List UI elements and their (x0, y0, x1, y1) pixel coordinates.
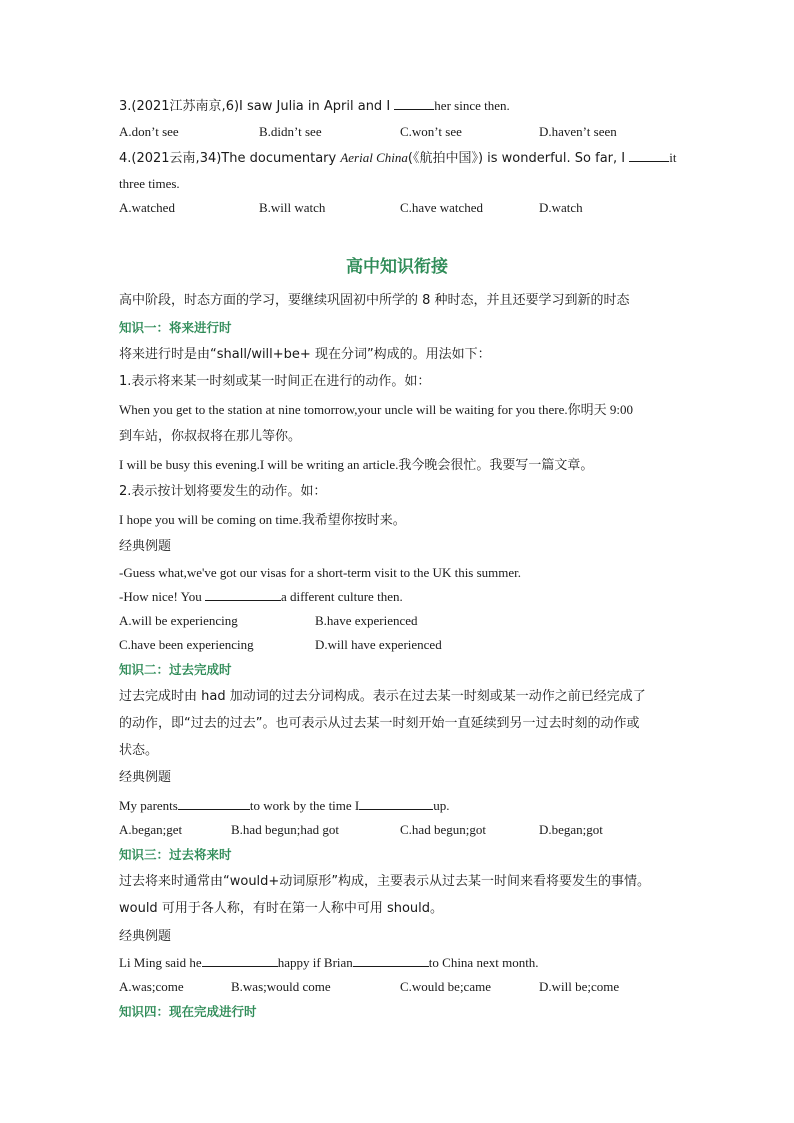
answer-blank (178, 798, 250, 810)
k3-classic-label: 经典例题 (119, 929, 172, 944)
option-b: B.had begun;had got (231, 822, 339, 837)
knowledge-3-heading: 知识三：过去将来时 (119, 847, 232, 862)
k1-definition: 将来进行时是由“shall/will+be+ 现在分词”构成的。用法如下： (119, 347, 491, 362)
k3-question (119, 955, 539, 971)
question-3-suffix: her since then. (434, 98, 510, 113)
k2-paragraph-line1: 过去完成时由 had 加动词的过去分词构成。表示在过去某一时刻或某一动作之前已经完成了 (119, 689, 646, 704)
k1-example-1b: 到车站，你叔叔将在那儿等你。 (119, 429, 302, 444)
option-c: C.have been experiencing (119, 637, 254, 652)
k1-example-3: I hope you will be coming on time.我希望你按时来。 (119, 512, 406, 527)
k3-paragraph-line1: 过去将来时通常由“would+动词原形”构成，主要表示从过去某一时间来看将要发生的事情。 (119, 874, 651, 889)
option-b: B.was;would come (231, 979, 331, 994)
question-4-prefix: 4.(2021云南,34)The documentary (119, 151, 341, 166)
k2-paragraph-line3: 状态。 (119, 743, 159, 758)
k1-usage-1: 1.表示将来某一时刻或某一时间正在进行的动作。如： (119, 374, 431, 389)
k2-question (119, 798, 450, 814)
question-3-prefix: 3.(2021江苏南京,6)I saw Julia in April and I (119, 99, 395, 114)
question-4-suffix: it (669, 150, 677, 165)
k3-question-middle: happy if Brian (277, 955, 353, 970)
k1-question-prefix: -How nice! You (119, 589, 205, 604)
answer-blank (359, 798, 433, 810)
option-b: B.have experienced (315, 613, 418, 628)
k1-question-line1: -Guess what,we've got our visas for a short-term visit to the UK this summer. (119, 565, 522, 580)
k2-question-prefix: My parents (119, 798, 178, 813)
option-c: C.won’t see (400, 124, 462, 139)
k1-question-suffix: a different culture then. (280, 589, 403, 604)
answer-blank (205, 589, 281, 601)
k2-paragraph-line2: 的动作，即“过去的过去”。也可表示从过去某一时刻开始一直延续到另一过去时刻的动作或 (119, 716, 640, 731)
option-a: A.will be experiencing (119, 613, 238, 628)
intro-text: 高中阶段，时态方面的学习，要继续巩固初中所学的 8 种时态，并且还要学习到新的时态 (119, 293, 630, 308)
k2-classic-label: 经典例题 (119, 770, 172, 785)
option-a: A.was;come (119, 979, 184, 994)
answer-blank (202, 955, 278, 967)
question-4-line2: three times. (119, 176, 180, 191)
k3-question-suffix: to China next month. (428, 955, 539, 970)
knowledge-2-heading: 知识二：过去完成时 (119, 662, 232, 677)
answer-blank (629, 150, 669, 162)
option-c: C.had begun;got (400, 822, 486, 837)
k1-question-line2 (119, 589, 403, 605)
k1-example-2: I will be busy this evening.I will be writing an article.我今晚会很忙。我要写一篇文章。 (119, 457, 594, 472)
k3-paragraph-line2: would 可用于各人称，有时在第一人称中可用 should。 (119, 901, 444, 916)
k1-example-1a: When you get to the station at nine tomorrow,your uncle will be waiting for you there.你明天 9:00 (119, 402, 633, 417)
knowledge-4-heading: 知识四：现在完成进行时 (119, 1004, 257, 1019)
option-b: B.will watch (259, 200, 326, 215)
k2-question-suffix: up. (433, 798, 450, 813)
option-a: A.began;get (119, 822, 183, 837)
option-b: B.didn’t see (259, 124, 322, 139)
option-d: D.began;got (539, 822, 603, 837)
answer-blank (353, 955, 429, 967)
option-c: C.would be;came (400, 979, 491, 994)
option-a: A.watched (119, 200, 175, 215)
option-d: D.watch (539, 200, 583, 215)
k1-usage-2: 2.表示按计划将要发生的动作。如： (119, 484, 327, 499)
question-4 (119, 150, 676, 167)
k1-classic-label: 经典例题 (119, 539, 172, 554)
knowledge-1-heading: 知识一：将来进行时 (119, 320, 232, 335)
documentary-title: Aerial China (340, 150, 408, 165)
question-4-middle: (《航拍中国》) is wonderful. So far, I (407, 151, 630, 166)
k3-question-prefix: Li Ming said he (119, 955, 202, 970)
answer-blank (394, 98, 434, 110)
option-d: D.will be;come (539, 979, 620, 994)
option-a: A.don’t see (119, 124, 179, 139)
k2-question-middle: to work by the time I (249, 798, 360, 813)
option-c: C.have watched (400, 200, 484, 215)
question-3 (119, 98, 510, 115)
option-d: D.will have experienced (315, 637, 442, 652)
section-title: 高中知识衔接 (346, 257, 448, 277)
option-d: D.haven’t seen (539, 124, 617, 139)
